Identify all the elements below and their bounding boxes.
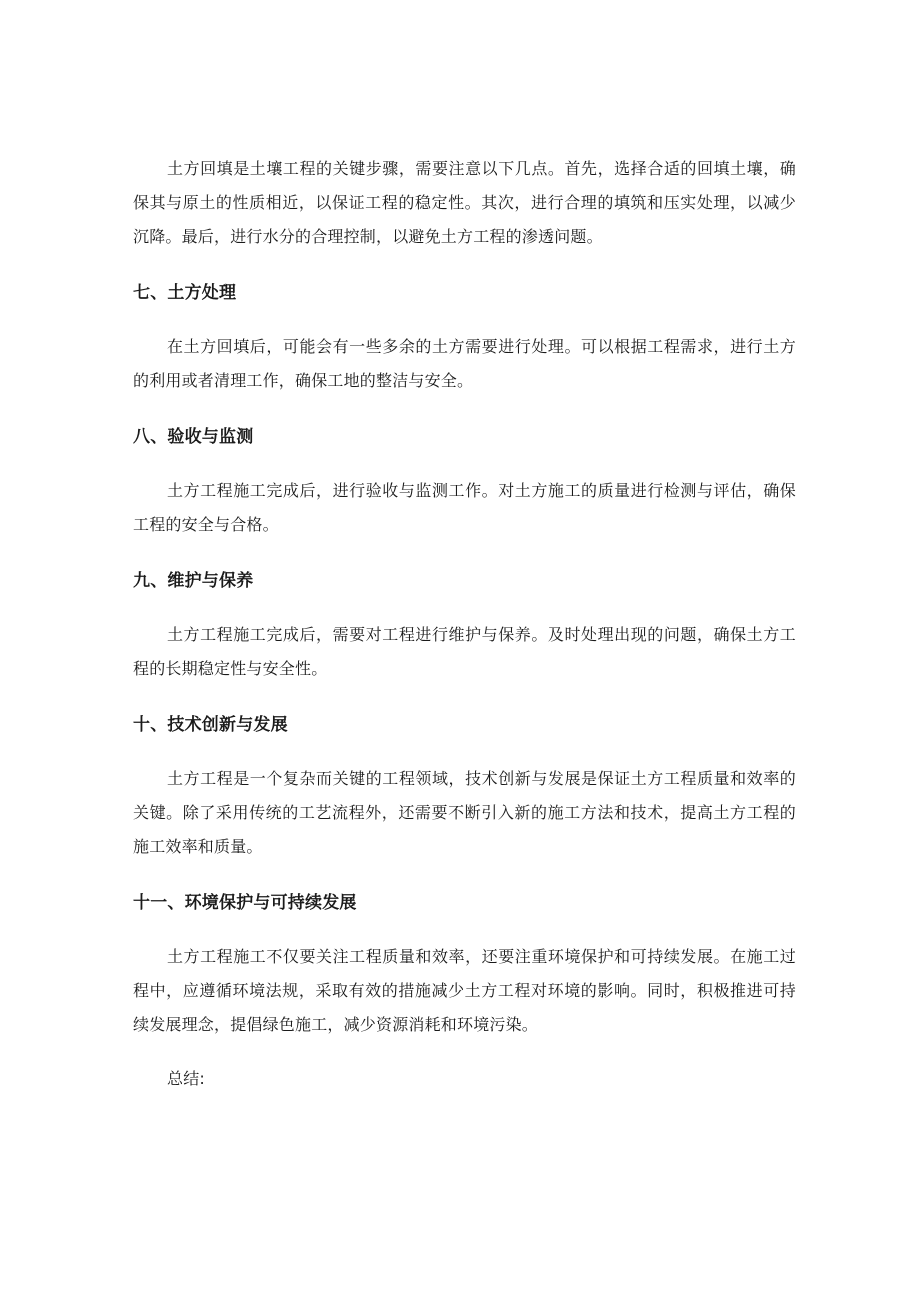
document-body <box>133 152 796 1096</box>
summary-label: 总结: <box>167 1069 205 1088</box>
section-body-10: 土方工程是一个复杂而关键的工程领域，技术创新与发展是保证土方工程质量和效率的关键。除了采用传统的工艺流程外，还需要不断引入新的施工方法和技术，提高土方工程的施工效率和质量。 <box>133 769 796 856</box>
intro-paragraph: 土方回填是土壤工程的关键步骤，需要注意以下几点。首先，选择合适的回填土壤，确保其与原土的性质相近，以保证工程的稳定性。其次，进行合理的填筑和压实处理，以减少沉降。最后，进行水分的合理控制，以避免土方工程的渗透问题。 <box>133 159 796 246</box>
section-heading-10: 十、技术创新与发展 <box>133 715 288 735</box>
section-heading-7: 七、土方处理 <box>133 283 237 303</box>
section-heading-11: 十一、环境保护与可持续发展 <box>133 893 357 913</box>
section-body-9: 土方工程施工完成后，需要对工程进行维护与保养。及时处理出现的问题，确保土方工程的长期稳定性与安全性。 <box>133 625 796 678</box>
section-body-7: 在土方回填后，可能会有一些多余的土方需要进行处理。可以根据工程需求，进行土方的利用或者清理工作，确保工地的整洁与安全。 <box>133 337 796 390</box>
section-heading-9: 九、维护与保养 <box>133 571 254 591</box>
section-body-8: 土方工程施工完成后，进行验收与监测工作。对土方施工的质量进行检测与评估，确保工程的安全与合格。 <box>133 481 796 534</box>
section-heading-8: 八、验收与监测 <box>133 427 254 447</box>
section-body-11: 土方工程施工不仅要关注工程质量和效率，还要注重环境保护和可持续发展。在施工过程中，应遵循环境法规，采取有效的措施减少土方工程对环境的影响。同时，积极推进可持续发展理念，提倡绿色施工，减少资源消耗和环境污染。 <box>133 947 796 1034</box>
